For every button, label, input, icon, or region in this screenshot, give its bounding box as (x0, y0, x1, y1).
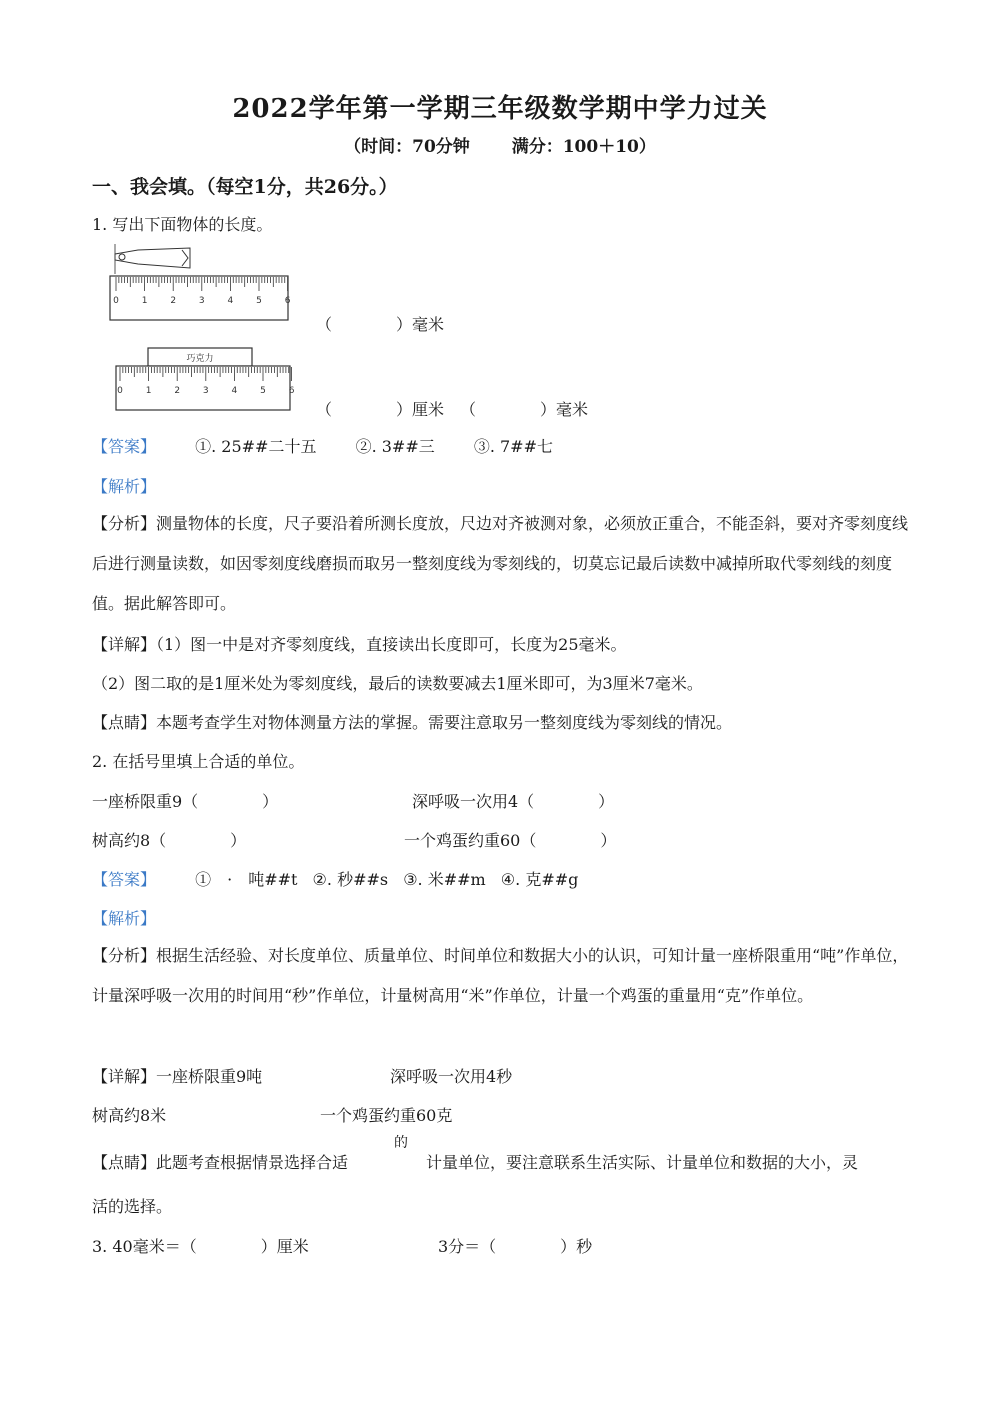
analysis-tag: 【解析】 (92, 477, 157, 496)
ruler-tick-label: 6 (288, 386, 295, 396)
q3-left: 3. 40毫米＝（ ）厘米 (92, 1237, 309, 1256)
ruler-tick-label: 4 (227, 296, 234, 306)
answer-item: ③. 7##七 (473, 437, 553, 456)
ruler-figure-1 (108, 242, 292, 322)
q2-answer (92, 867, 578, 890)
q1-detail-2: （2）图二取的是1厘米处为零刻度线，最后的读数要减去1厘米即可，为3厘米7毫米。 (92, 674, 703, 693)
q1-comment: 【点睛】本题考查学生对物体测量方法的掌握。需要注意取另一整刻度线为零刻线的情况。 (92, 713, 733, 732)
exam-time: （时间：70分钟 (344, 137, 470, 157)
q2-item-4: 一个鸡蛋约重60（ ） (404, 831, 617, 850)
page-subtitle (0, 132, 1000, 157)
analysis-tag: 【解析】 (92, 909, 157, 928)
q2-item-3: 树高约8（ ） (92, 831, 247, 850)
ruler-tick-label: 2 (174, 386, 181, 396)
ruler-figure-2 (108, 346, 295, 412)
section-heading: 一、我会填。（每空1分，共26分。） (92, 176, 398, 198)
measured-object (115, 244, 190, 274)
q2-detail-a: 【详解】一座桥限重9吨 (92, 1067, 263, 1086)
ruler-tick-label: 5 (260, 386, 266, 396)
answer-item: ③. 米##m (403, 870, 486, 889)
q2-detail-c: 树高约8米 (92, 1106, 167, 1125)
q2-item-1: 一座桥限重9（ ） (92, 792, 279, 811)
q2-detail-b: 深呼吸一次用4秒 (390, 1067, 513, 1086)
ruler-tick-label: 5 (256, 296, 262, 306)
q3-right: 3分＝（ ）秒 (438, 1237, 593, 1256)
answer-item: ①. 25##二十五 (195, 437, 317, 456)
ruler-tick-label: 0 (117, 386, 123, 396)
page-title: 2022学年第一学期三年级数学期中学力过关 (232, 94, 768, 124)
q1-detail-1: 【详解】（1）图一中是对齐零刻度线，直接读出长度即可，长度为25毫米。 (92, 635, 627, 654)
q2-stem: 2. 在括号里填上合适的单位。 (92, 752, 305, 771)
q2-analysis: 【分析】根据生活经验、对长度单位、质量单位、时间单位和数据大小的认识，可知计量一座桥限重用“吨”作单位，计量深呼吸一次用的时间用“秒”作单位，计量树高用“米”作单位，计量一个鸡蛋的重量用“克”作单位。 (92, 946, 909, 1005)
q2-comment-a: 【点睛】此题考查根据情景选择合适 (92, 1153, 349, 1172)
exam-score: 满分：100＋10） (511, 137, 656, 157)
q1-blank-2b: （ ）毫米 (460, 400, 589, 419)
q1-stem: 1. 写出下面物体的长度。 (92, 215, 273, 234)
answer-item: ②. 秒##s (312, 870, 389, 889)
q2-comment-de: 的 (394, 1135, 408, 1151)
ruler-tick-label: 3 (202, 386, 209, 396)
answer-tag: 【答案】 (92, 870, 157, 889)
q2-item-2: 深呼吸一次用4（ ） (412, 792, 615, 811)
q1-blank-2a: （ ）厘米 (316, 400, 445, 419)
ruler-tick-label: 2 (170, 296, 177, 306)
ruler-tick-label: 3 (198, 296, 205, 306)
q2-detail-d: 一个鸡蛋约重60克 (320, 1106, 453, 1125)
answer-item: ① · 吨##t (195, 870, 298, 889)
ruler-tick-label: 0 (113, 296, 119, 306)
q2-comment-c: 活的选择。 (92, 1197, 173, 1216)
ruler-tick-label: 1 (145, 386, 152, 396)
q1-answer (92, 434, 587, 457)
q2-comment-b: 计量单位，要注意联系生活实际、计量单位和数据的大小，灵 (426, 1153, 859, 1172)
ruler-tick-label: 4 (231, 386, 238, 396)
ruler-tick-label: 6 (284, 296, 291, 306)
answer-tag: 【答案】 (92, 437, 157, 456)
chocolate-label: 巧克力 (186, 354, 214, 364)
answer-item: ②. 3##三 (355, 437, 435, 456)
ruler-tick-label: 1 (141, 296, 148, 306)
q1-blank-1: （ ）毫米 (316, 315, 445, 334)
answer-item: ④. 克##g (500, 870, 579, 889)
q1-analysis: 【分析】测量物体的长度，尺子要沿着所测长度放，尺边对齐被测对象，必须放正重合，不能歪斜，要对齐零刻度线后进行测量读数，如因零刻度线磨损而取另一整刻度线为零刻线的，切莫忘记最后读数中减掉所取代零刻线的刻度值。据此解答即可。 (92, 514, 909, 613)
